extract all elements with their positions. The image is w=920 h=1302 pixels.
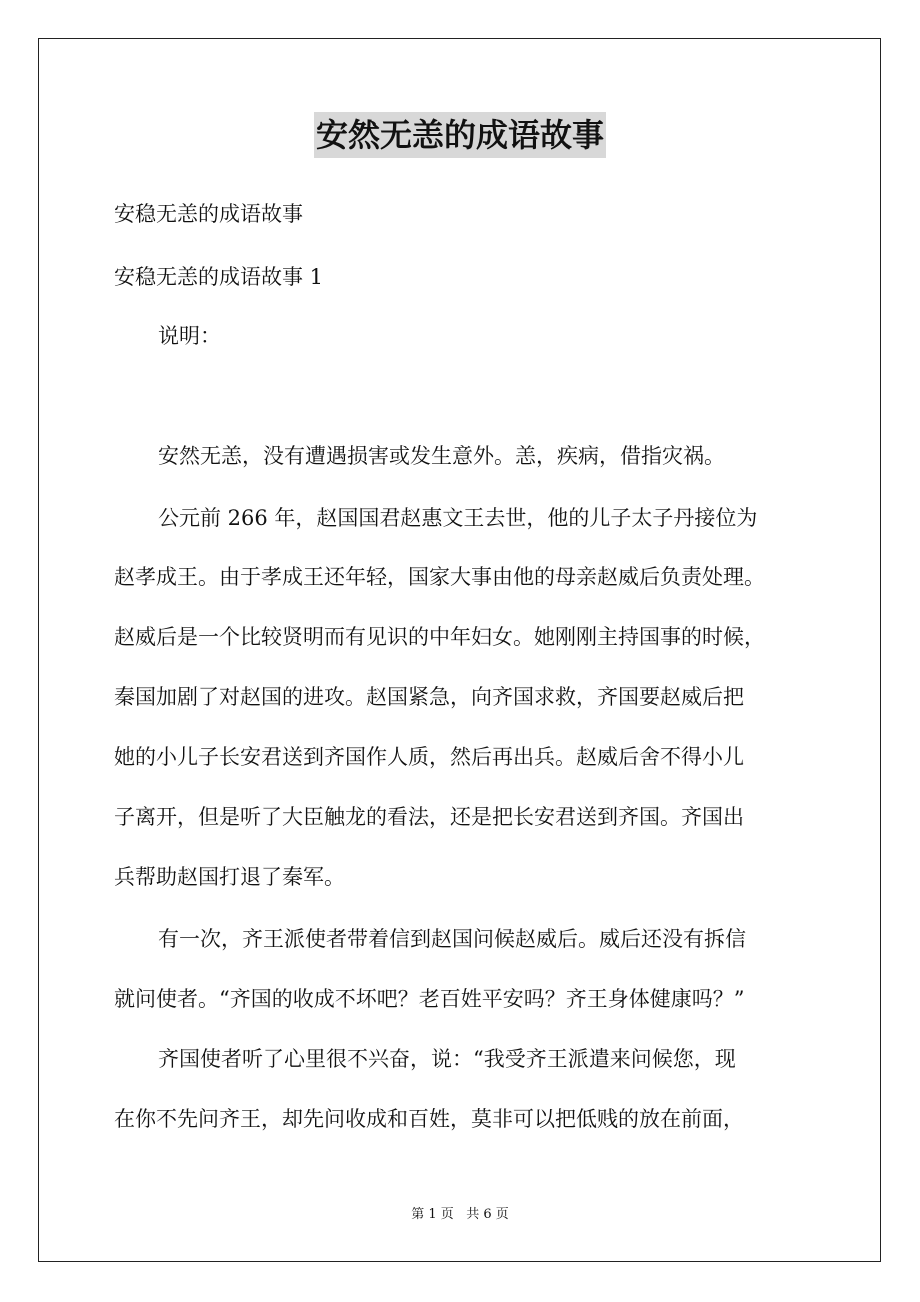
paragraph-line: 赵孝成王。由于孝成王还年轻，国家大事由他的母亲赵威后负责处理。 — [114, 565, 765, 589]
paragraph-line: 赵威后是一个比较贤明而有见识的中年妇女。她刚刚主持国事的时候， — [114, 625, 765, 649]
label-explanation: 说明： — [158, 324, 221, 348]
paragraph-line: 兵帮助赵国打退了秦军。 — [114, 865, 345, 889]
paragraph-line: 公元前 266 年，赵国国君赵惠文王去世，他的儿子太子丹接位为 — [158, 506, 758, 530]
page-footer: 第 1 页 共 6 页 — [411, 1207, 509, 1222]
paragraph-line: 安然无恙，没有遭遇损害或发生意外。恙，疾病，借指灾祸。 — [158, 444, 725, 468]
paragraph-line: 就问使者。“齐国的收成不坏吧？老百姓平安吗？齐王身体健康吗？” — [114, 987, 745, 1011]
paragraph-line: 齐国使者听了心里很不兴奋，说：“我受齐王派遣来问候您，现 — [158, 1047, 736, 1071]
document-title: 安然无恙的成语故事 — [314, 112, 606, 158]
title-container — [0, 112, 920, 158]
paragraph-line: 她的小儿子长安君送到齐国作人质，然后再出兵。赵威后舍不得小儿 — [114, 745, 744, 769]
paragraph-line: 有一次，齐王派使者带着信到赵国问候赵威后。威后还没有拆信 — [158, 927, 746, 951]
subtitle: 安稳无恙的成语故事 — [114, 202, 303, 226]
paragraph-line: 在你不先问齐王，却先问收成和百姓，莫非可以把低贱的放在前面， — [114, 1107, 744, 1131]
section-heading: 安稳无恙的成语故事 1 — [114, 265, 324, 289]
paragraph-line: 秦国加剧了对赵国的进攻。赵国紧急，向齐国求救，齐国要赵威后把 — [114, 685, 744, 709]
paragraph-line: 子离开，但是听了大臣触龙的看法，还是把长安君送到齐国。齐国出 — [114, 805, 744, 829]
